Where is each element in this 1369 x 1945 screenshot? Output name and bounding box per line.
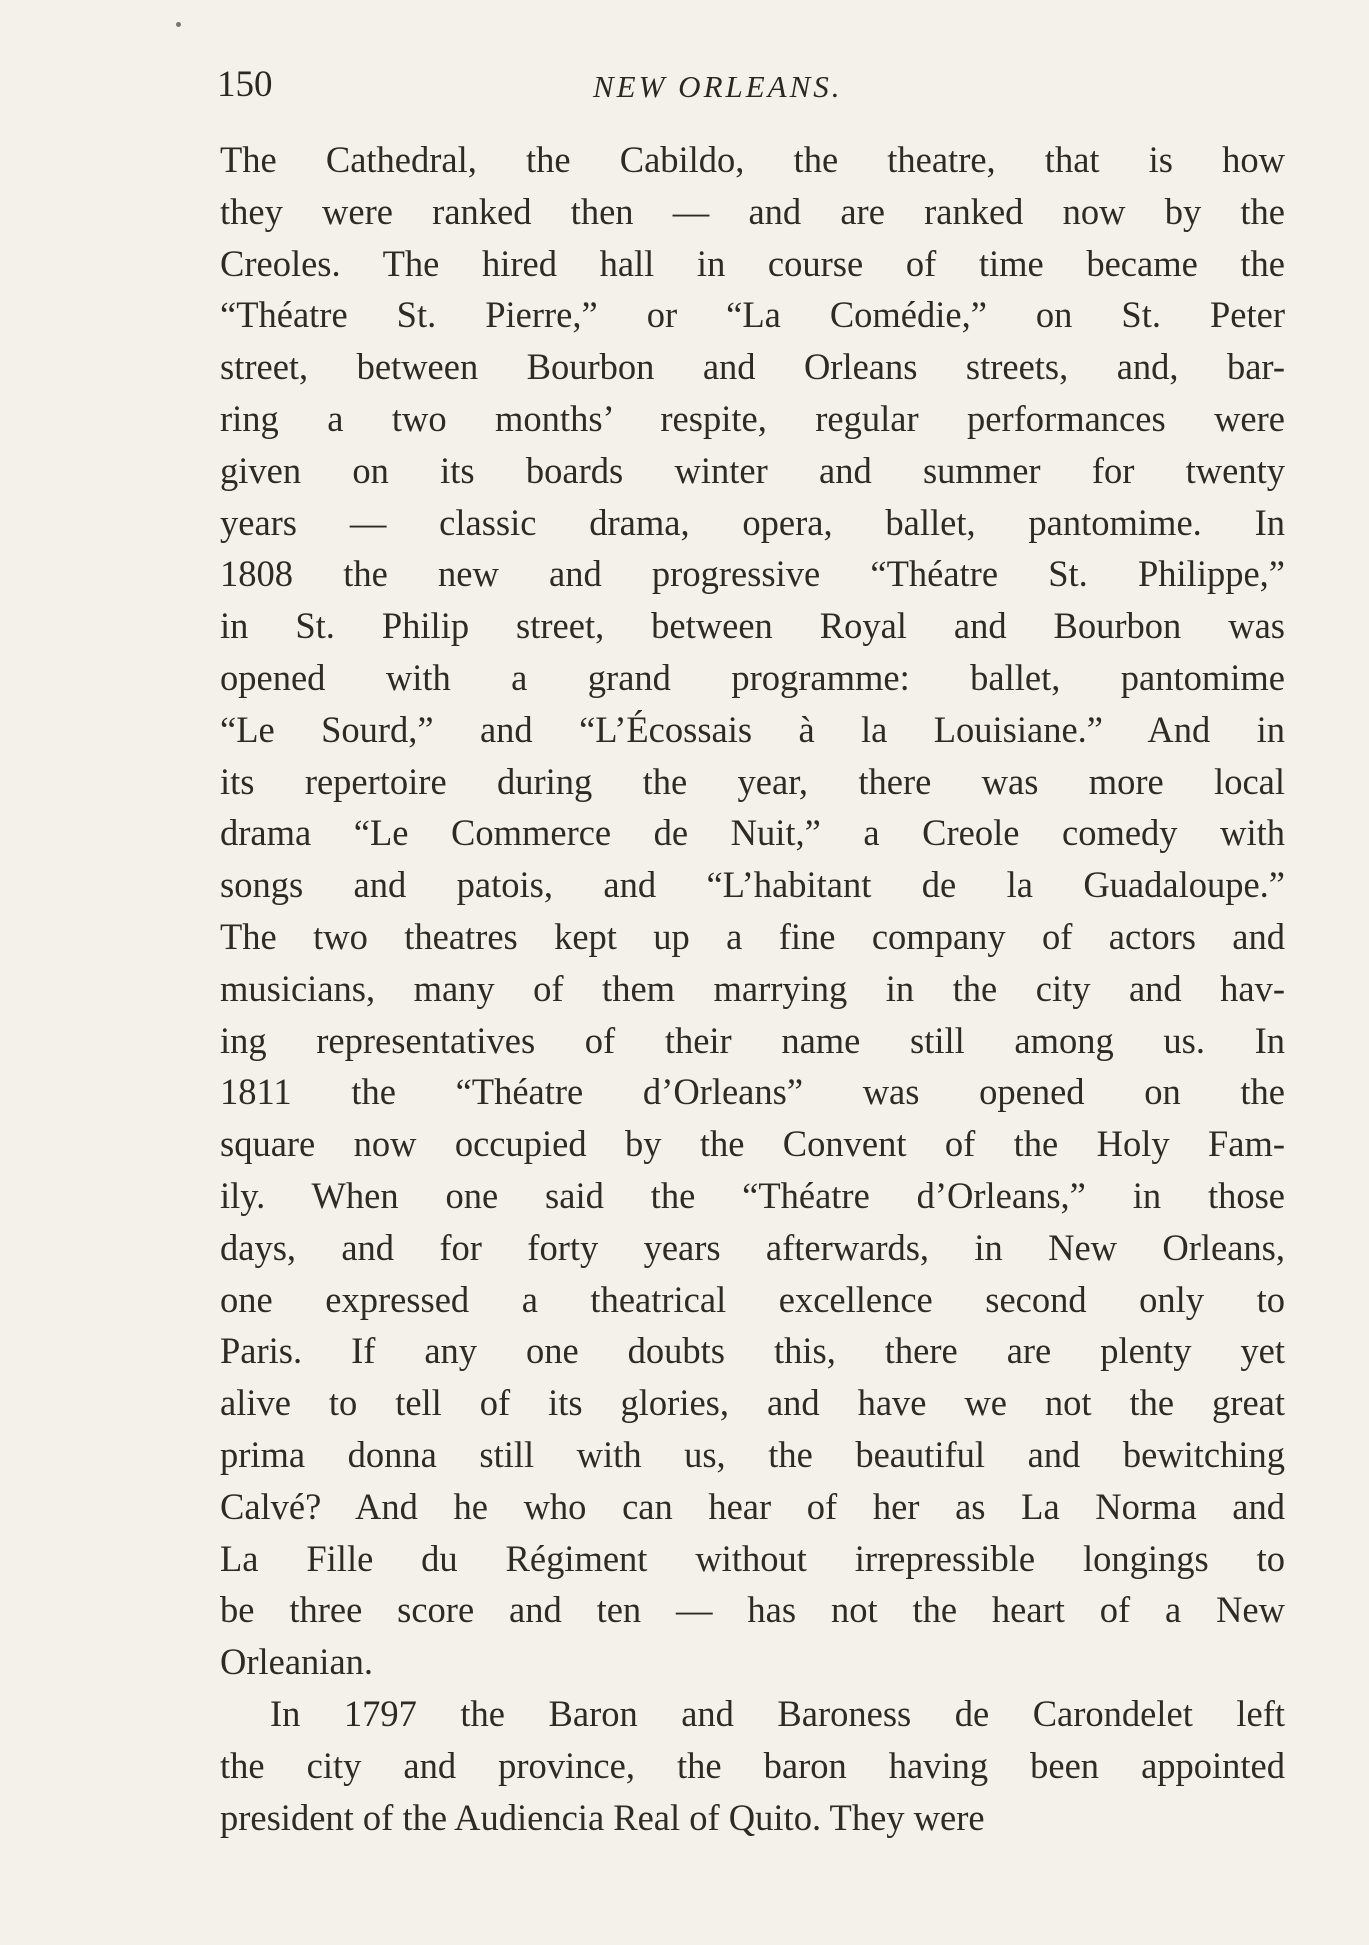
text-line: president of the Audiencia Real of Quito. They were <box>220 1796 985 1838</box>
text-line: ing representatives of their name still among us. In <box>220 1019 1285 1061</box>
text-line: years — classic drama, opera, ballet, pantomime. In <box>220 501 1285 543</box>
running-head-title: NEW ORLEANS. <box>593 69 843 104</box>
text-line: Creoles. The hired hall in course of time became the <box>220 242 1285 284</box>
text-line: The two theatres kept up a fine company of actors and <box>220 915 1285 957</box>
text-line: songs and patois, and “L’habitant de la Guadaloupe.” <box>220 864 1285 906</box>
text-line: Calvé? And he who can hear of her as La Norma and <box>220 1485 1285 1527</box>
text-line: prima donna still with us, the beautiful and bewitching <box>220 1433 1285 1475</box>
text-line: La Fille du Régiment without irrepressible longings to <box>220 1537 1285 1579</box>
text-line: in St. Philip street, between Royal and Bourbon was <box>220 605 1285 647</box>
text-line: the city and province, the baron having been appointed <box>220 1744 1285 1786</box>
text-line: square now occupied by the Convent of the Holy Fam- <box>220 1123 1285 1165</box>
text-line: Orleanian. <box>220 1641 374 1683</box>
text-line: alive to tell of its glories, and have we not the great <box>220 1382 1285 1424</box>
text-line: The Cathedral, the Cabildo, the theatre, that is how <box>220 139 1285 180</box>
text-line: be three score and ten — has not the heart of a New <box>220 1589 1285 1631</box>
text-line: opened with a grand programme: ballet, pantomime <box>220 656 1285 698</box>
text-line: ily. When one said the “Théatre d’Orleans,” in those <box>220 1174 1285 1216</box>
text-line: drama “Le Commerce de Nuit,” a Creole comedy with <box>220 812 1285 854</box>
page-number: 150 <box>217 64 273 105</box>
text-line: days, and for forty years afterwards, in New Orleans, <box>220 1226 1285 1268</box>
print-speck <box>176 22 181 27</box>
body-text <box>220 134 1285 1843</box>
text-line: “Théatre St. Pierre,” or “La Comédie,” on St. Peter <box>220 294 1285 336</box>
text-line: Paris. If any one doubts this, there are plenty yet <box>220 1330 1285 1372</box>
text-line: one expressed a theatrical excellence second only to <box>220 1278 1285 1320</box>
text-line: they were ranked then — and are ranked now by the <box>220 190 1285 232</box>
text-line: “Le Sourd,” and “L’Écossais à la Louisiane.” And in <box>220 708 1285 750</box>
text-line: 1811 the “Théatre d’Orleans” was opened on the <box>220 1071 1285 1113</box>
paragraph <box>220 134 1285 1688</box>
text-line: its repertoire during the year, there was more local <box>220 760 1285 802</box>
text-line: street, between Bourbon and Orleans streets, and, bar- <box>220 346 1285 388</box>
text-line: ring a two months’ respite, regular performances were <box>220 397 1285 439</box>
running-head <box>217 60 1285 110</box>
paragraph <box>220 1688 1285 1843</box>
text-line: given on its boards winter and summer for twenty <box>220 449 1285 491</box>
text-line: musicians, many of them marrying in the city and hav- <box>220 967 1285 1009</box>
text-line: 1808 the new and progressive “Théatre St. Philippe,” <box>220 553 1285 595</box>
text-line: In 1797 the Baron and Baroness de Carondelet left <box>270 1692 1285 1734</box>
